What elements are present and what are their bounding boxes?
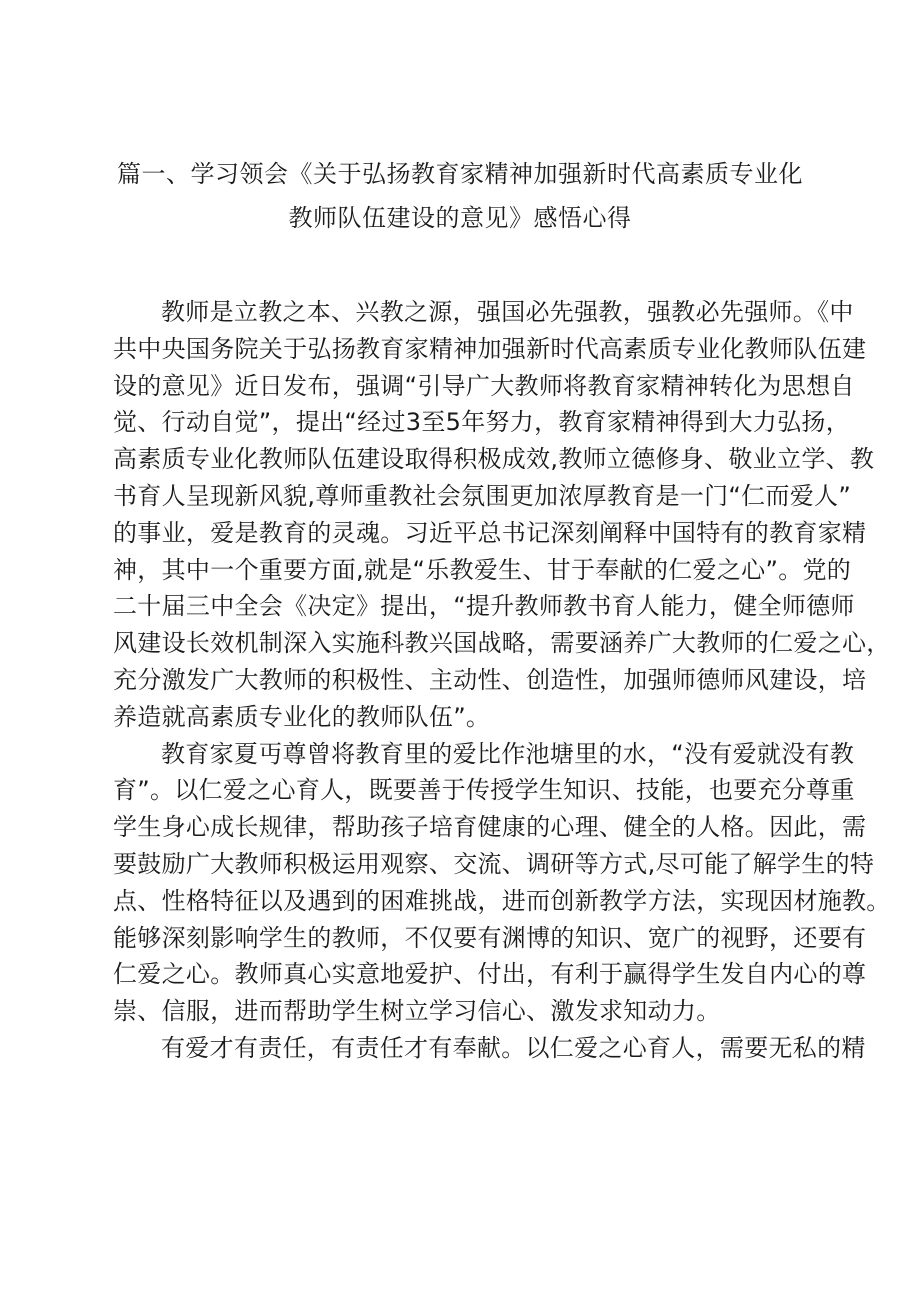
text-line: 仁爱之心。教师真心实意地爱护、付出，有利于赢得学生发自内心的尊 [113,960,867,989]
text-line: 设的意见》近日发布，强调“引导广大教师将教育家精神转化为思想自 [113,371,855,400]
text-line: 学生身心成长规律，帮助孩子培育健康的心理、健全的人格。因此，需 [113,813,867,842]
document-title [0,152,920,240]
text-line: 充分激发广大教师的积极性、主动性、创造性，加强师德师风建设，培 [113,665,867,694]
paragraph-2 [113,736,891,1030]
text-line: 觉、行动自觉”，提出“经过3至5年努力，教育家精神得到大力弘扬， [113,408,851,437]
paragraph-3 [113,1030,866,1067]
paragraph-1 [113,294,891,736]
text-line: 要鼓励广大教师积极运用观察、交流、调研等方式,尽可能了解学生的特 [113,849,875,878]
text-line: 书育人呈现新风貌,尊师重教社会氛围更加浓厚教育是一门“仁而爱人” [113,481,852,510]
text-line: 二十届三中全会《决定》提出，“提升教师教书育人能力，健全师德师 [113,592,855,621]
text-line: 育”。以仁爱之心育人，既要善于传授学生知识、技能，也要充分尊重 [113,776,855,805]
document-body [113,294,891,1067]
text-line: 能够深刻影响学生的教师，不仅要有渊博的知识、宽广的视野，还要有 [113,923,867,952]
text-line: 点、性格特征以及遇到的困难挑战，进而创新教学方法，实现因材施教。 [113,886,891,915]
text-line: 崇、信服，进而帮助学生树立学习信心、激发求知动力。 [113,997,721,1026]
text-line: 养造就高素质专业化的教师队伍”。 [113,702,491,731]
text-line: 教师是立教之本、兴教之源，强国必先强教，强教必先强师。《中 [161,298,854,326]
text-line: 教育家夏丏尊曾将教育里的爱比作池塘里的水，“没有爱就没有教 [161,739,855,768]
text-line: 神，其中一个重要方面,就是“乐教爱生、甘于奉献的仁爱之心”。党的 [113,555,852,584]
text-line: 共中央国务院关于弘扬教育家精神加强新时代高素质专业化教师队伍建 [113,334,867,363]
text-line: 有爱才有责任，有责任才有奉献。以仁爱之心育人，需要无私的精 [161,1033,866,1062]
title-line: 教师队伍建设的意见》感悟心得 [288,204,632,232]
title-line: 篇一、学习领会《关于弘扬教育家精神加强新时代高素质专业化 [117,160,803,188]
text-line: 的事业，爱是教育的灵魂。习近平总书记深刻阐释中国特有的教育家精 [113,518,867,547]
text-line: 风建设长效机制深入实施科教兴国战略，需要涵养广大教师的仁爱之心， [113,629,891,658]
text-line: 高素质专业化教师队伍建设取得积极成效,教师立德修身、敬业立学、教 [113,445,875,474]
